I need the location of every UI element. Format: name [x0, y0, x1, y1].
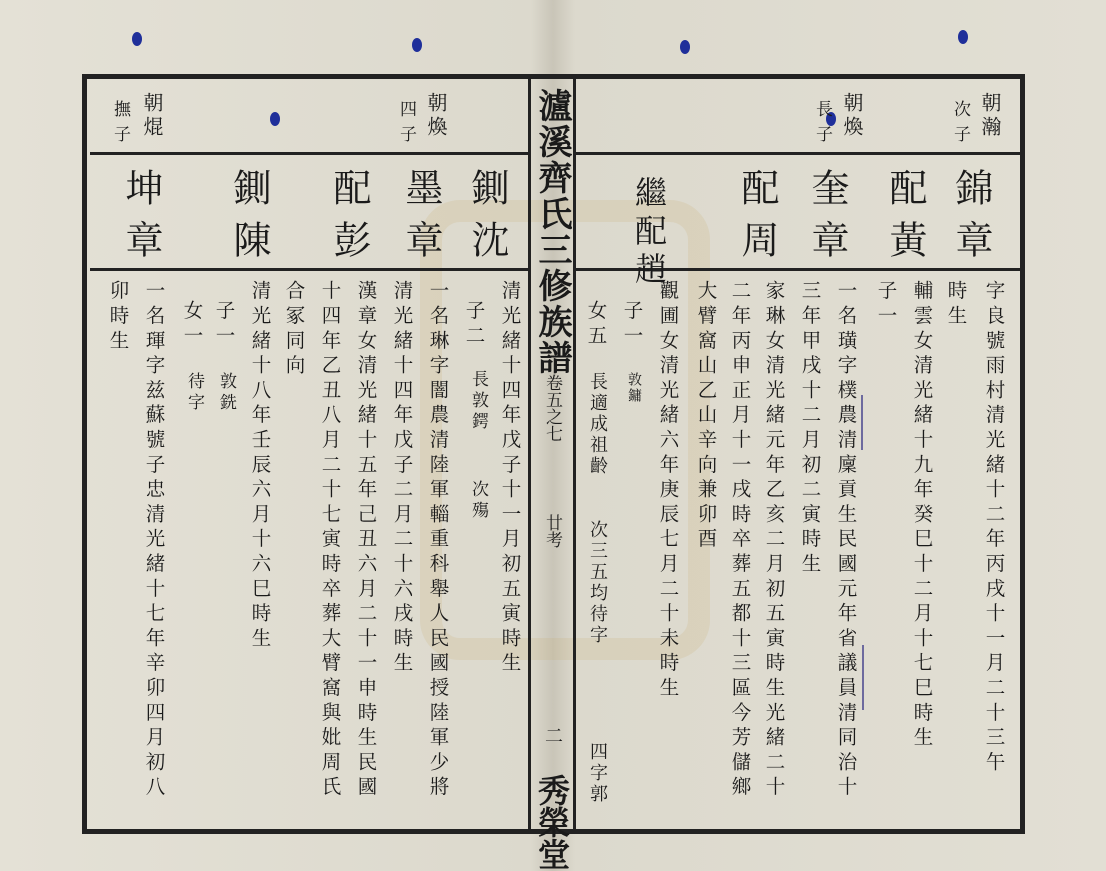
header-son-rank: 撫子 — [110, 100, 130, 150]
person-name: 坤章 — [119, 168, 163, 272]
record-line: 女一 — [180, 300, 204, 350]
person-name: 奎章 — [805, 168, 849, 272]
record-line: 清光緒十八年壬辰六月十六巳時生 — [248, 280, 272, 652]
record-line: 一名琿字兹蘇號子忠清光緒十七年辛卯四月初八 — [142, 280, 166, 801]
header-father-name: 朝瀚 — [978, 92, 1002, 140]
record-line: 輔雲女清光緒十九年癸巳十二月十七巳時生 — [910, 280, 934, 752]
person-name: 墨章 — [399, 168, 443, 272]
page-number: 二 — [542, 726, 563, 744]
child-note: 敦銑 — [216, 372, 236, 414]
record-line: 大臂窩山乙山辛向兼卯酉 — [694, 280, 718, 553]
ink-mark — [958, 30, 968, 44]
person-name: 鍘陳 — [227, 168, 271, 272]
record-line: 清光緒十四年戊子二月二十六戌時生 — [390, 280, 414, 677]
person-name: 錦章 — [949, 168, 993, 272]
center-fold-column — [528, 74, 576, 870]
ink-mark — [412, 38, 422, 52]
child-note: 四字郭 — [587, 742, 608, 805]
record-line: 家琳女清光緒元年乙亥二月初五寅時生光緒二十 — [762, 280, 786, 801]
record-line: 清光緒十四年戊子十一月初五寅時生 — [498, 280, 522, 677]
ink-mark — [132, 32, 142, 46]
record-line: 女五 — [584, 300, 608, 350]
record-line: 一名琳字闇農清陸軍輜重科舉人民國授陸軍少將 — [426, 280, 450, 801]
record-line: 觀圃女清光緒六年庚辰七月二十未時生 — [656, 280, 680, 702]
child-note: 長敦鍔 — [468, 370, 488, 433]
header-father-name: 朝煥 — [424, 92, 448, 140]
header-father-name: 朝煥 — [840, 92, 864, 140]
child-note: 次殤 — [468, 480, 488, 522]
hall-name: 秀榮堂 — [533, 774, 571, 870]
record-line: 子二 — [462, 300, 486, 350]
person-name: 配彭 — [327, 168, 371, 272]
person-name: 鍘沈 — [465, 168, 509, 272]
record-line: 子一 — [620, 300, 644, 350]
record-line: 字良號雨村清光緒十二年丙戌十一月二十三午 — [982, 280, 1006, 776]
record-line: 二年丙申正月十一戌時卒葬五都十三區今芳儲鄉 — [728, 280, 752, 801]
record-line: 合冢同向 — [282, 280, 306, 380]
person-name: 配周 — [735, 168, 779, 272]
header-son-rank: 長子 — [812, 100, 832, 150]
person-name: 配黃 — [883, 168, 927, 272]
header-rule — [90, 152, 528, 155]
record-line: 漢章女清光緒十五年己丑六月二十一申時生民國 — [354, 280, 378, 801]
header-son-rank: 次子 — [950, 100, 970, 150]
child-note: 次三五均待字 — [587, 520, 608, 646]
record-line: 時生 — [944, 280, 968, 330]
person-name: 繼配趙 — [630, 176, 668, 290]
record-line: 十四年乙丑八月二十七寅時卒葬大臂窩與妣周氏 — [318, 280, 342, 801]
record-line: 子一 — [874, 280, 898, 330]
header-rule — [576, 152, 1020, 155]
record-line: 一名璜字樸農清廩貢生民國元年省議員清同治十 — [834, 280, 858, 801]
record-line: 三年甲戌十二月初二寅時生 — [798, 280, 822, 578]
header-father-name: 朝焜 — [140, 92, 164, 140]
header-son-rank: 四子 — [396, 100, 416, 150]
book-title: 瀘溪齊氏三修族譜 — [532, 88, 572, 376]
record-line: 子一 — [212, 300, 236, 350]
child-note: 長適成祖齡 — [587, 372, 608, 477]
ink-mark — [680, 40, 690, 54]
record-line: 卯時生 — [106, 280, 130, 355]
child-note: 待字 — [184, 372, 204, 414]
child-note: 敦鏞 — [626, 372, 642, 404]
volume-label: 卷五之七 — [542, 374, 562, 442]
generation-label: 廿考 — [542, 514, 562, 548]
